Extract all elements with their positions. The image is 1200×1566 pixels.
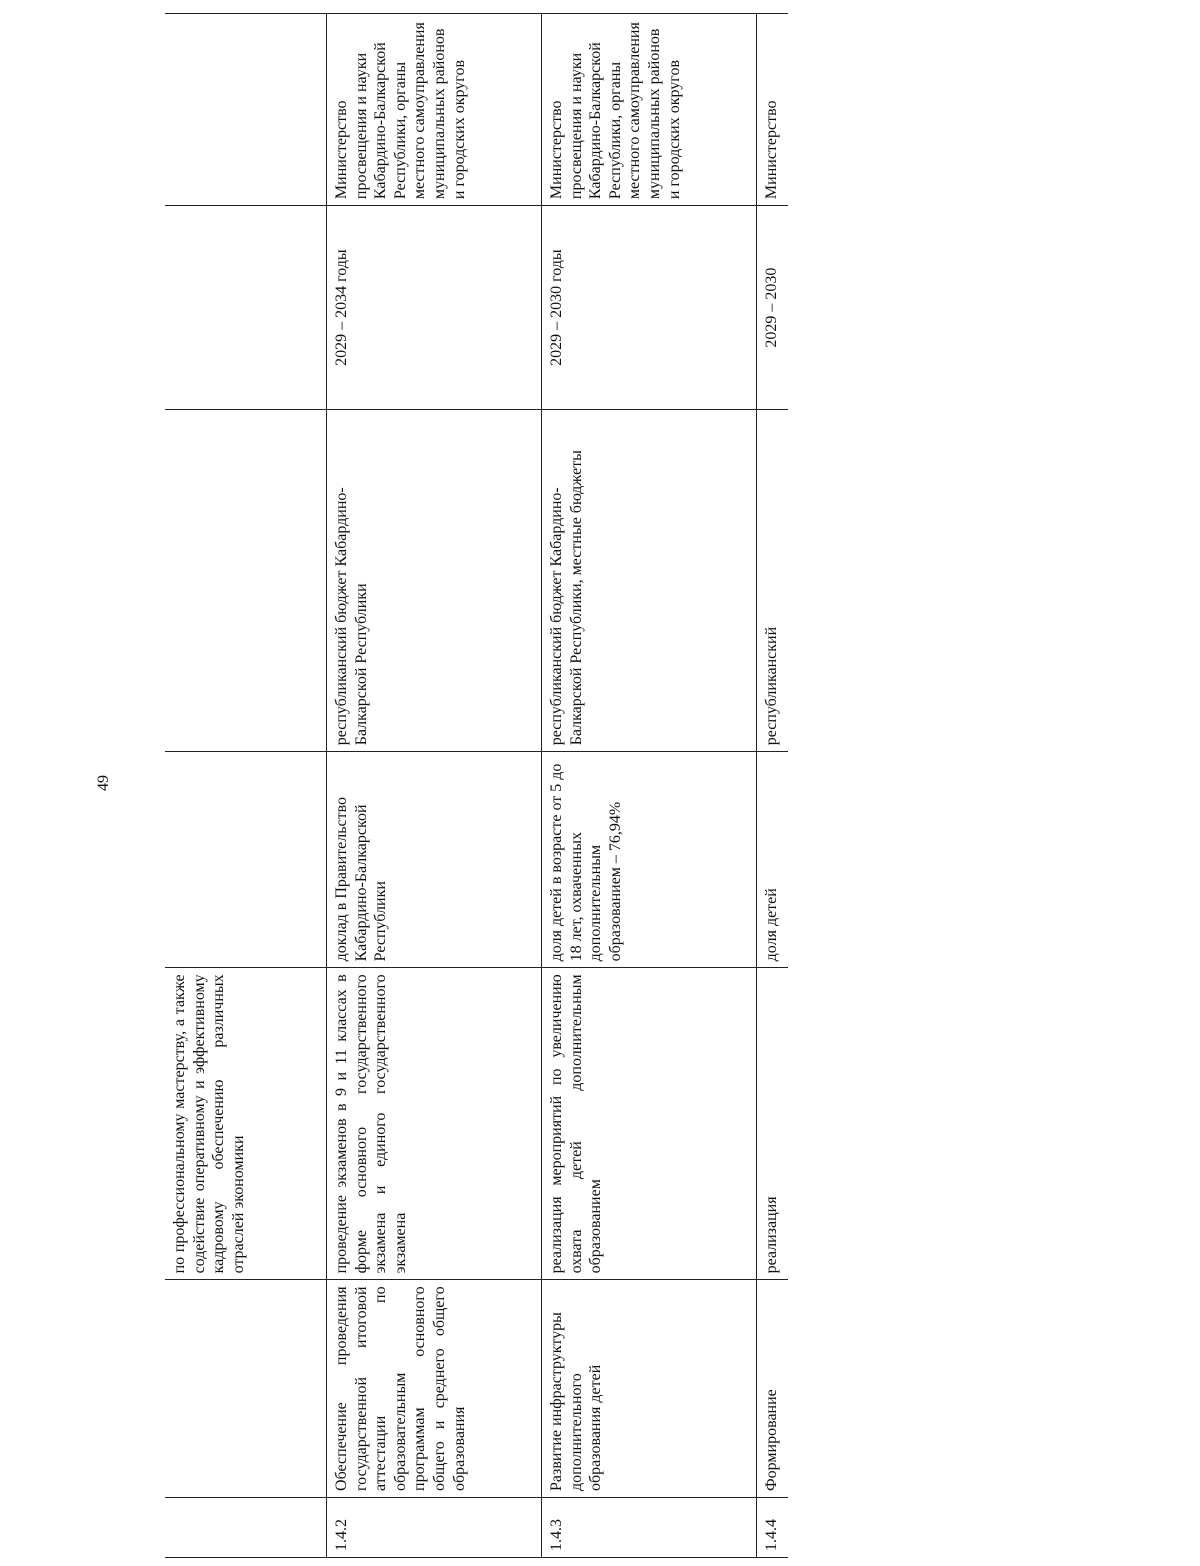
cell-measure: реализация: [757, 968, 789, 1280]
cell-period: 2029 – 2030: [757, 206, 789, 410]
cell-name: [165, 1280, 327, 1498]
cell-indicator: [165, 752, 327, 968]
cell-name: Формирование: [757, 1280, 789, 1498]
table-row: [757, 14, 789, 1558]
cell-indicator: доклад в Правительство Кабардино-Балкарской Республики: [327, 752, 542, 968]
cell-source: республиканский бюджет Кабардино-Балкарской Республики, местные бюджеты: [542, 410, 757, 752]
table-row-continuation: [165, 14, 327, 1558]
cell-period: 2029 – 2034 годы: [327, 206, 542, 410]
cell-number: 1.4.2: [327, 1497, 542, 1557]
cell-number: [165, 1497, 327, 1557]
cell-measure: проведение экзаменов в 9 и 11 классах в форме основного государственного экзамена и единого государственного экзамена: [327, 968, 542, 1280]
cell-name: Обеспечение проведения государственной итоговой аттестации по образовательным программам основного общего и среднего общего образования: [327, 1280, 542, 1498]
page-number: 49: [95, 775, 112, 791]
cell-source: республиканский: [757, 410, 789, 752]
cell-period: 2029 – 2030 годы: [542, 206, 757, 410]
program-measures-table: [165, 13, 788, 1558]
cell-indicator: доля детей: [757, 752, 789, 968]
cell-source: [165, 410, 327, 752]
cell-executor: Министерство: [757, 14, 789, 206]
cell-executor: [165, 14, 327, 206]
cell-number: 1.4.4: [757, 1497, 789, 1557]
cell-source: республиканский бюджет Кабардино-Балкарской Республики: [327, 410, 542, 752]
cell-period: [165, 206, 327, 410]
cell-number: 1.4.3: [542, 1497, 757, 1557]
cell-measure: по профессиональному мастерству, а также содействие оперативному и эффективному кадровому обеспечению различных отраслей экономики: [165, 968, 327, 1280]
table-row: [542, 14, 757, 1558]
cell-indicator: доля детей в возрасте от 5 до 18 лет, охваченных дополнительным образованием – 76,94%: [542, 752, 757, 968]
table-row: [327, 14, 542, 1558]
cell-measure: реализация мероприятий по увеличению охвата детей дополнительным образованием: [542, 968, 757, 1280]
cell-executor: Министерство просвещения и науки Кабардино-Балкарской Республики, органы местного самоуправления муниципальных районов и городских округов: [327, 14, 542, 206]
cell-name: Развитие инфраструктуры дополнительного образования детей: [542, 1280, 757, 1498]
cell-executor: Министерство просвещения и науки Кабардино-Балкарской Республики, органы местного самоуправления муниципальных районов и городских округов: [542, 14, 757, 206]
